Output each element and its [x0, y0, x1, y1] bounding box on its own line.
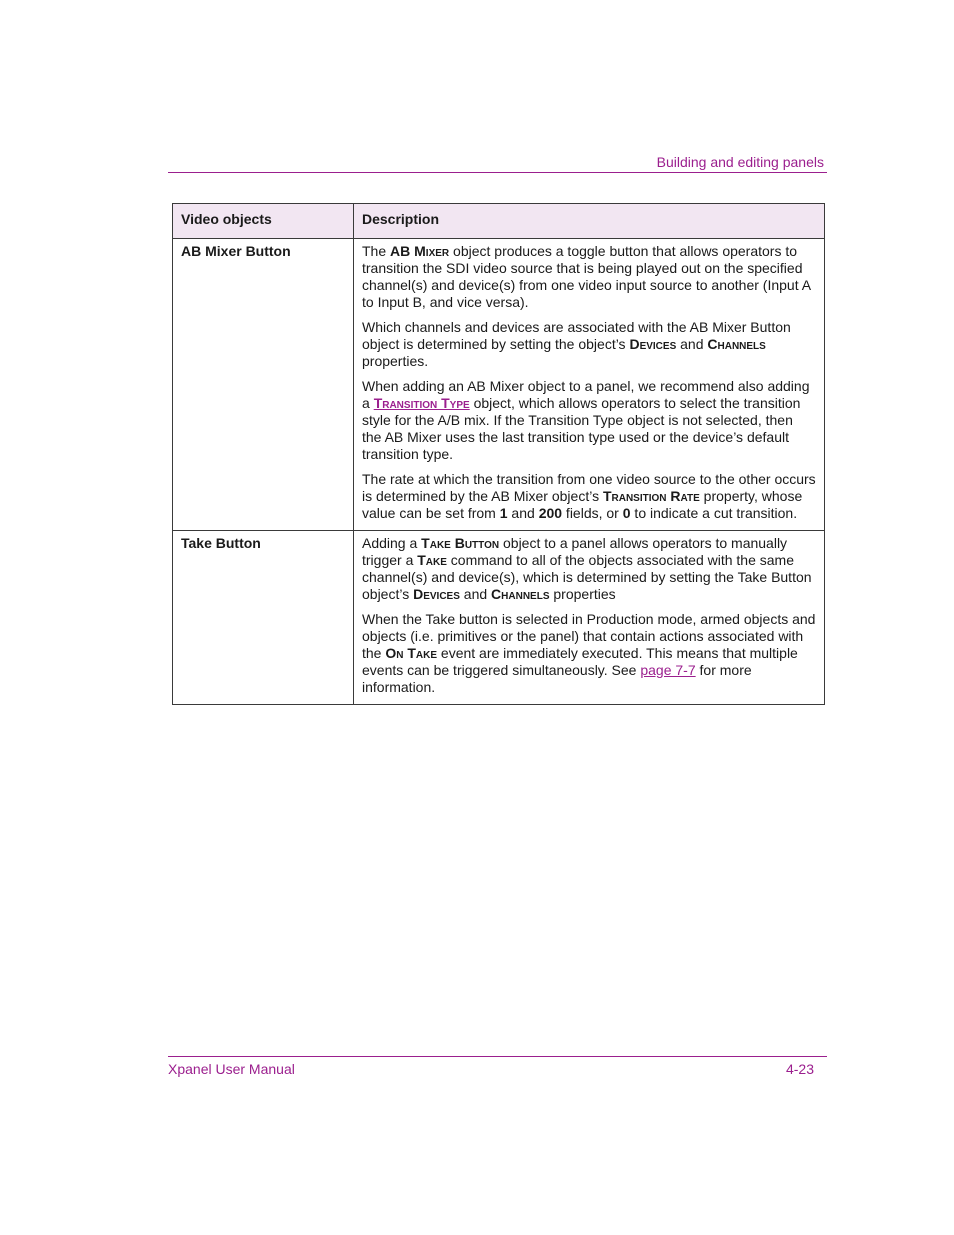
transition-rate-property: Transition Rate: [602, 488, 700, 504]
channels-property: Channels: [707, 336, 766, 352]
page-7-7-link[interactable]: page 7-7: [640, 662, 696, 678]
table-row-take-button: [173, 531, 825, 705]
paragraph: The AB Mixer object produces a toggle button that allows operators to transition the SDI video source that is being played out on the specified channel(s) and device(s) from one video input source to another (Input A to Input B, and vice versa).: [362, 243, 811, 310]
paragraph: Which channels and devices are associated with the AB Mixer Button object is determined by setting the object’s Devices and Channels properties.: [362, 319, 791, 369]
transition-type-link[interactable]: Transition Type: [373, 395, 470, 411]
page-number: 4-23: [785, 1061, 814, 1077]
devices-property: Devices: [629, 336, 677, 352]
table-header-row: [173, 204, 825, 239]
description-take-button: [354, 531, 825, 705]
paragraph: The rate at which the transition from one video source to the other occurs is determined by the AB Mixer object’s Transition Rate property, whose value can be set from 1 and 200 fields, or 0 to indicate a cut transition.: [362, 471, 816, 521]
paragraph: When adding an AB Mixer object to a panel, we recommend also adding a Transition Type object, which allows operators to select the transition style for the A/B mix. If the Transition Type object is not selected, then the AB Mixer uses the last transition type used or the device’s default transition type.: [362, 378, 810, 462]
section-title: Building and editing panels: [656, 154, 824, 170]
video-objects-table: [172, 203, 825, 705]
paragraph: When the Take button is selected in Production mode, armed objects and objects (i.e. primitives or the panel) that contain actions associated with the On Take event are immediately executed. This means that multiple events can be triggered simultaneously. See page 7-7 for more information.: [362, 611, 816, 695]
paragraph: Adding a Take Button object to a panel allows operators to manually trigger a Take command to all of the objects associated with the same channel(s) and device(s), which is determined by setting the Take Button object’s Devices and Channels properties: [362, 535, 812, 602]
object-name-ab-mixer: AB Mixer Button: [173, 239, 354, 531]
table-row-ab-mixer: [173, 239, 825, 531]
running-footer: [168, 1056, 827, 1081]
devices-property: Devices: [413, 586, 460, 602]
description-ab-mixer: [354, 239, 825, 531]
column-header-description: Description: [354, 204, 825, 239]
column-header-video-objects: Video objects: [173, 204, 354, 239]
on-take-event: On Take: [385, 645, 438, 661]
object-name-take-button: Take Button: [173, 531, 354, 705]
manual-title: Xpanel User Manual: [168, 1061, 295, 1077]
channels-property: Channels: [491, 586, 550, 602]
running-header: [168, 153, 827, 173]
